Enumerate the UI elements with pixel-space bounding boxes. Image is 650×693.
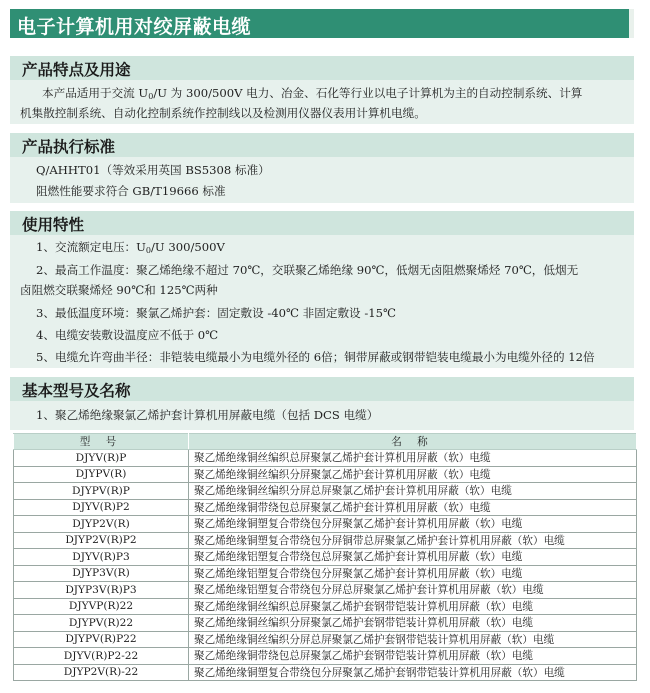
usage-item-4: 4、电缆安装敷设温度应不低于 0℃	[36, 328, 219, 342]
table-row	[14, 516, 637, 533]
title-accent	[629, 9, 634, 38]
model-name-cell: 聚乙烯绝缘铜塑复合带绕包分屏聚氯乙烯护套钢带铠装计算机用屏蔽（软）电缆	[189, 664, 637, 681]
model-name-cell: 聚乙烯绝缘铝塑复合带绕包总屏聚氯乙烯护套计算机用屏蔽（软）电缆	[189, 549, 637, 566]
model-code-cell: DJYPV(R)	[14, 466, 189, 483]
usage-item-2-line2: 卤阻燃交联聚烯烃 90℃和 125℃两种	[20, 283, 218, 297]
model-name-cell: 聚乙烯绝缘铜丝编织分屏聚氯乙烯护套计算机用屏蔽（软）电缆	[189, 466, 637, 483]
model-name-cell: 聚乙烯绝缘铜丝编织总屏聚氯乙烯护套计算机用屏蔽（软）电缆	[189, 450, 637, 467]
section-body-standards	[10, 157, 634, 203]
models-subtitle: 1、聚乙烯绝缘聚氯乙烯护套计算机用屏蔽电缆（包括 DCS 电缆）	[36, 408, 379, 422]
table-row	[14, 598, 637, 615]
table-row	[14, 582, 637, 599]
model-name-cell: 聚乙烯绝缘铝塑复合带绕包分屏总屏聚氯乙烯护套计算机用屏蔽（软）电缆	[189, 582, 637, 599]
model-code-cell: DJYP3V(R)	[14, 565, 189, 582]
table-row	[14, 615, 637, 632]
table-header-row	[14, 434, 637, 450]
model-code-cell: DJYVP(R)22	[14, 598, 189, 615]
model-code-cell: DJYP2V(R)	[14, 516, 189, 533]
model-code-cell: DJYP2V(R)-22	[14, 664, 189, 681]
model-name-cell: 聚乙烯绝缘铜丝编织分屏总屏聚氯乙烯护套计算机用屏蔽（软）电缆	[189, 483, 637, 500]
column-header-name: 名 称	[189, 434, 637, 450]
table-row	[14, 483, 637, 500]
section-body-features	[10, 80, 634, 124]
features-text-line2: 机集散控制系统、自动化控制系统作控制线以及检测用仪器仪表用计算机电缆。	[20, 106, 426, 120]
section-heading-models: 基本型号及名称	[10, 377, 634, 401]
model-code-cell: DJYV(R)P	[14, 450, 189, 467]
model-code-cell: DJYV(R)P2	[14, 499, 189, 516]
table-row	[14, 499, 637, 516]
models-table	[13, 433, 637, 681]
model-code-cell: DJYV(R)P2-22	[14, 648, 189, 665]
column-header-model: 型 号	[14, 434, 189, 450]
model-name-cell: 聚乙烯绝缘铜丝编织总屏聚氯乙烯护套钢带铠装计算机用屏蔽（软）电缆	[189, 598, 637, 615]
table-row	[14, 648, 637, 665]
usage-item-2-line1: 2、最高工作温度：聚乙烯绝缘不超过 70℃，交联聚乙烯绝缘 90℃，低烟无卤阻燃聚烯烃 70℃，低烟无	[36, 263, 579, 277]
usage-item-3: 3、最低温度环境：聚氯乙烯护套：固定敷设 -40℃ 非固定敷设 -15℃	[36, 306, 396, 320]
model-code-cell: DJYP3V(R)P3	[14, 582, 189, 599]
usage-item-1: 1、交流额定电压：$U_0/U$ 300/500V	[36, 240, 225, 255]
section-heading-standards: 产品执行标准	[10, 133, 634, 157]
table-row	[14, 565, 637, 582]
model-code-cell: DJYV(R)P3	[14, 549, 189, 566]
table-row	[14, 664, 637, 681]
section-heading-usage: 使用特性	[10, 211, 634, 235]
standards-line2: 阻燃性能要求符合 GB/T19666 标准	[36, 184, 226, 198]
title-bar	[10, 9, 634, 38]
table-row	[14, 466, 637, 483]
model-code-cell: DJYPV(R)22	[14, 615, 189, 632]
table-row	[14, 549, 637, 566]
table-row	[14, 532, 637, 549]
model-name-cell: 聚乙烯绝缘铜塑复合带绕包分屏聚氯乙烯护套计算机用屏蔽（软）电缆	[189, 516, 637, 533]
usage-item-5: 5、电缆允许弯曲半径：非铠装电缆最小为电缆外径的 6倍；铜带屏蔽或钢带铠装电缆最小为电缆外径的 12倍	[36, 350, 595, 364]
model-name-cell: 聚乙烯绝缘铜丝编织分屏聚氯乙烯护套钢带铠装计算机用屏蔽（软）电缆	[189, 615, 637, 632]
model-code-cell: DJYP2V(R)P2	[14, 532, 189, 549]
section-heading-features: 产品特点及用途	[10, 56, 634, 80]
model-name-cell: 聚乙烯绝缘铝塑复合带绕包分屏聚氯乙烯护套计算机用屏蔽（软）电缆	[189, 565, 637, 582]
table-row	[14, 631, 637, 648]
table-row	[14, 450, 637, 467]
model-name-cell: 聚乙烯绝缘铜带绕包总屏聚氯乙烯护套钢带铠装计算机用屏蔽（软）电缆	[189, 648, 637, 665]
features-text-line1: 本产品适用于交流 $U_0/U$ 为 300/500V 电力、冶金、石化等行业以电子计算机为主的自动控制系统、计算	[42, 86, 583, 101]
standards-line1: Q/AHHT01（等效采用英国 BS5308 标准）	[36, 163, 270, 177]
model-name-cell: 聚乙烯绝缘铜带绕包总屏聚氯乙烯护套计算机用屏蔽（软）电缆	[189, 499, 637, 516]
section-body-usage	[10, 235, 634, 368]
model-name-cell: 聚乙烯绝缘铜丝编织分屏总屏聚氯乙烯护套钢带铠装计算机用屏蔽（软）电缆	[189, 631, 637, 648]
page-title: 电子计算机用对绞屏蔽电缆	[17, 16, 252, 38]
model-name-cell: 聚乙烯绝缘铜塑复合带绕包分屏铜带总屏聚氯乙烯护套计算机用屏蔽（软）电缆	[189, 532, 637, 549]
model-code-cell: DJYPV(R)P	[14, 483, 189, 500]
section-body-models	[10, 401, 634, 430]
model-code-cell: DJYPV(R)P22	[14, 631, 189, 648]
